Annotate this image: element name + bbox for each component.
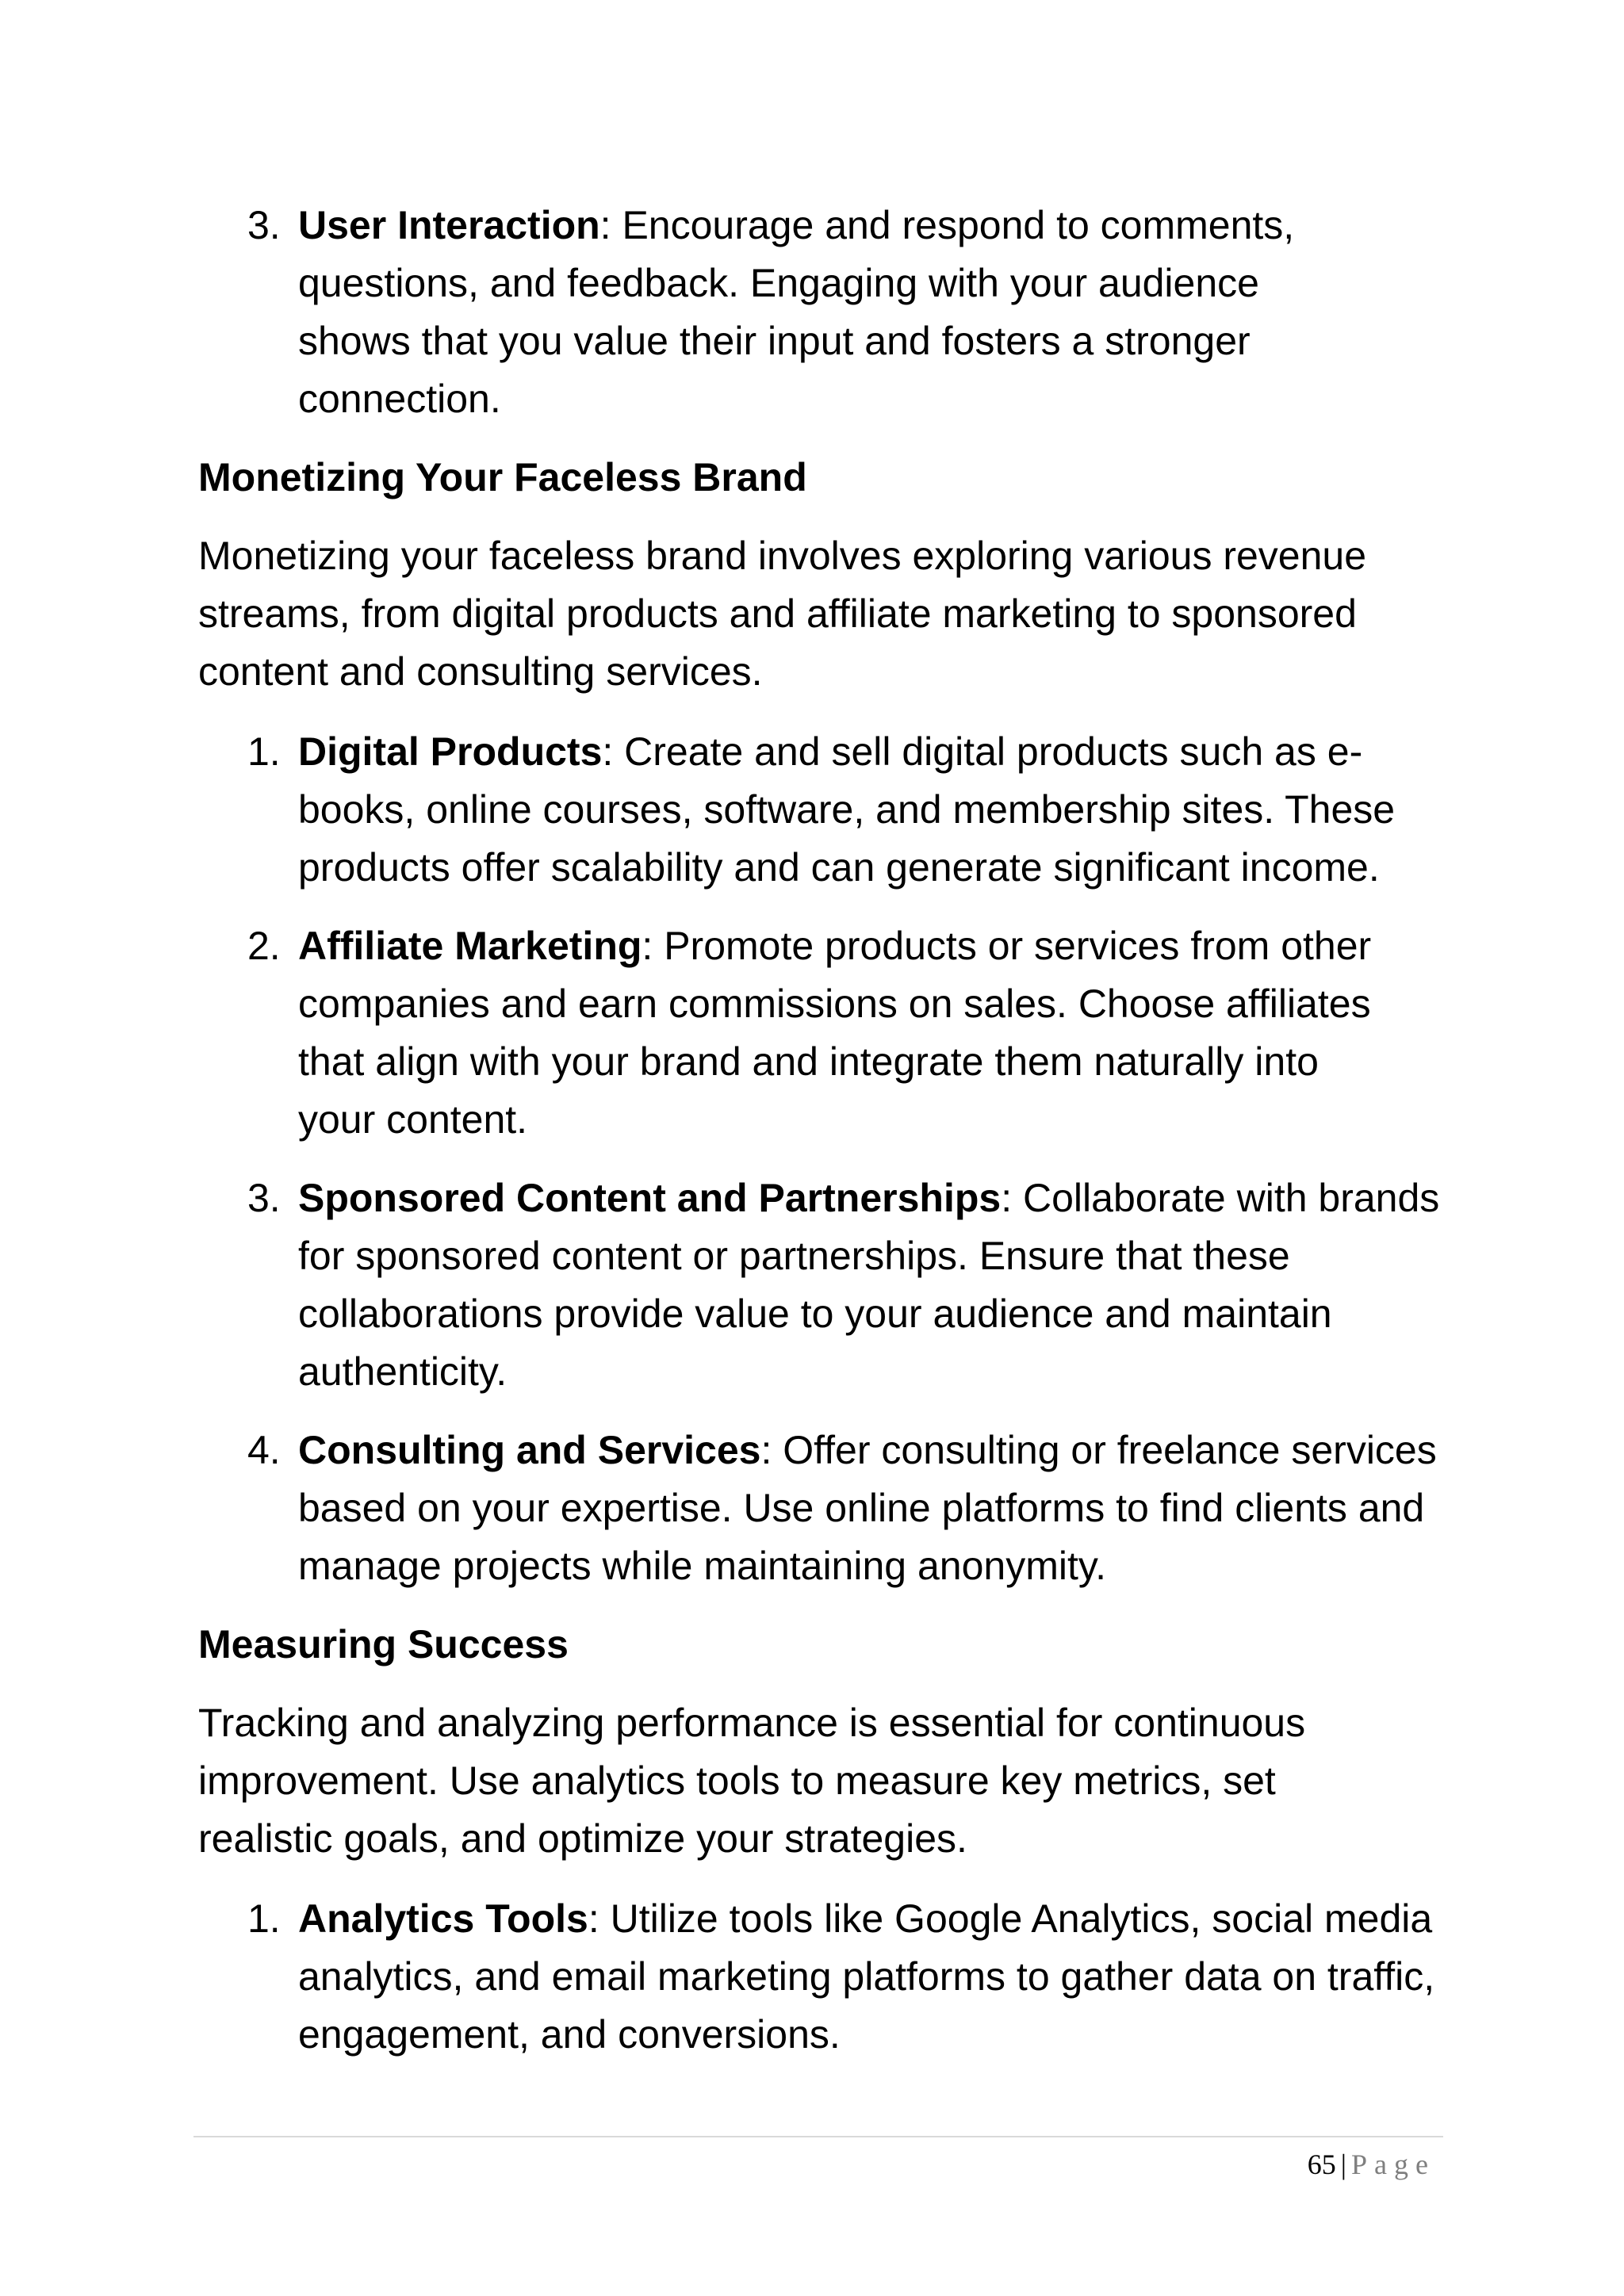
list-item (198, 1890, 1448, 2064)
page-number: 65 (1307, 2149, 1336, 2180)
page-footer (1308, 2147, 1435, 2182)
list-term: Sponsored Content and Partnerships (298, 1176, 1002, 1220)
list-item (198, 1169, 1448, 1401)
document-page (198, 197, 1440, 2064)
list-number: 1. (247, 729, 281, 774)
section-intro-measuring: Tracking and analyzing performance is essential for continuous improvement. Use analytics tools to measure key metrics, set realistic goals, and optimize your strategies. (198, 1701, 1306, 1861)
list-item (198, 197, 1329, 428)
list-item (198, 1422, 1448, 1595)
section-heading-monetizing: Monetizing Your Faceless Brand (198, 455, 807, 499)
list-term: Affiliate Marketing (298, 924, 642, 968)
list-number: 3. (247, 1176, 281, 1220)
section-intro-monetizing: Monetizing your faceless brand involves exploring various revenue streams, from digital products and affiliate marketing to sponsored content and consulting services. (198, 534, 1367, 694)
page-label: Page (1351, 2149, 1435, 2180)
list-number: 1. (247, 1896, 281, 1941)
list-term: Analytics Tools (298, 1896, 588, 1941)
list-text: : Encourage and respond to comments, questions, and feedback. Engaging with your audience shows that you value their input and fosters a stronger connection. (298, 203, 1295, 421)
list-number: 4. (247, 1428, 281, 1472)
footer-separator: | (1340, 2149, 1347, 2180)
list-text: : Promote products or services from other companies and earn commissions on sales. Choose affiliates that align with your brand and integrate them naturally into your content. (298, 924, 1372, 1142)
section-heading-measuring: Measuring Success (198, 1622, 569, 1667)
list-item (198, 723, 1432, 897)
list-term: Consulting and Services (298, 1428, 761, 1472)
list-text: : Offer consulting or freelance services based on your expertise. Use online platforms to find clients and manage projects while maintaining anonymity. (298, 1428, 1437, 1588)
list-item (198, 917, 1392, 1149)
list-text: : Utilize tools like Google Analytics, social media analytics, and email marketing platforms to gather data on traffic, engagement, and conversions. (298, 1896, 1435, 2057)
list-number: 3. (247, 203, 281, 247)
list-text: : Collaborate with brands for sponsored content or partnerships. Ensure that these collaborations provide value to your audience and maintain authenticity. (298, 1176, 1440, 1394)
list-text: : Create and sell digital products such as e-books, online courses, software, and membership sites. These products offer scalability and can generate significant income. (298, 729, 1396, 890)
list-number: 2. (247, 924, 281, 968)
list-term: User Interaction (298, 203, 600, 247)
footer-divider (193, 2136, 1443, 2137)
list-term: Digital Products (298, 729, 603, 774)
